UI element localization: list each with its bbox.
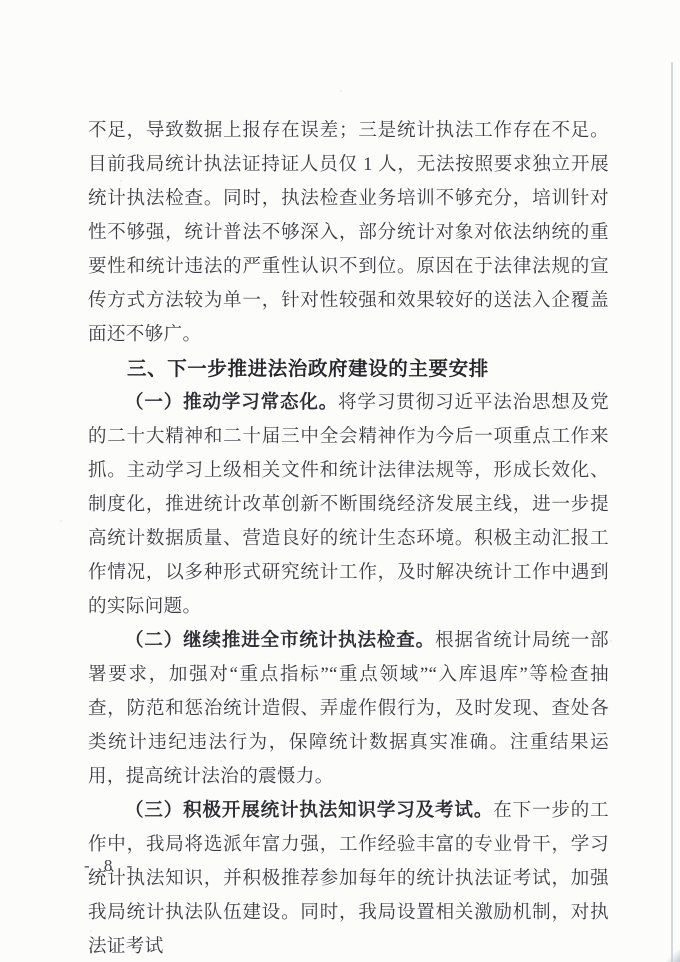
paragraph-one [88,386,609,624]
page-number: - 8 - [84,856,138,875]
paragraph-three-text: 在下一步的工作中，我局将选派年富力强，工作经验丰富的专业骨干，学习统计执法知识，并积极推荐参加每年的统计执法证考试，加强我局统计执法队伍建设。同时，我局设置相关激励机制，对执法证考试 [88,801,609,957]
scan-corner-shadow [666,950,680,962]
paragraph-one-text: 将学习贯彻习近平法治思想及党的二十大精神和二十届三中全会精神作为今后一项重点工作来抓。主动学习上级相关文件和统计法律法规等，形成长效化、制度化，推进统计改革创新不断围绕经济发展主线，进一步提高统计数据质量、营造良好的统计生态环境。积极主动汇报工作情况，以多种形式研究统计工作，及时解决统计工作中遇到的实际问题。 [88,393,609,617]
scan-edge-line [671,62,673,962]
paragraph-continuation: 不足，导致数据上报存在误差；三是统计执法工作存在不足。目前我局统计执法证持证人员仅 1 人，无法按照要求独立开展统计执法检查。同时，执法检查业务培训不够充分，培训针对性不够强，统计普法不够深入，部分统计对象对依法纳统的重要性和统计违法的严重性认识不到位。原因在于法律法规的宣传方式方法较为单一，针对性较强和效果较好的送法入企覆盖面还不够广。 [88,121,609,345]
paragraph-two [88,624,609,794]
paragraph-one-lead: （一）推动学习常态化。 [125,393,339,413]
paragraph-three-lead: （三）积极开展统计执法知识学习及考试。 [125,801,494,821]
paragraph-three [88,794,609,962]
paragraph-two-lead: （二）继续推进全市统计执法检查。 [125,631,436,651]
paragraph-two-text: 根据省统计局统一部署要求，加强对“重点指标”“重点领域”“入库退库”等检查抽查，防范和惩治统计造假、弄虚作假行为，及时发现、查处各类统计违纪违法行为，保障统计数据真实准确。注重结果运用，提高统计法治的震慑力。 [88,631,609,787]
scan-noise-speckles [0,0,2,2]
section-heading: 三、下一步推进法治政府建设的主要安排 [127,358,489,380]
document-body [88,114,609,962]
